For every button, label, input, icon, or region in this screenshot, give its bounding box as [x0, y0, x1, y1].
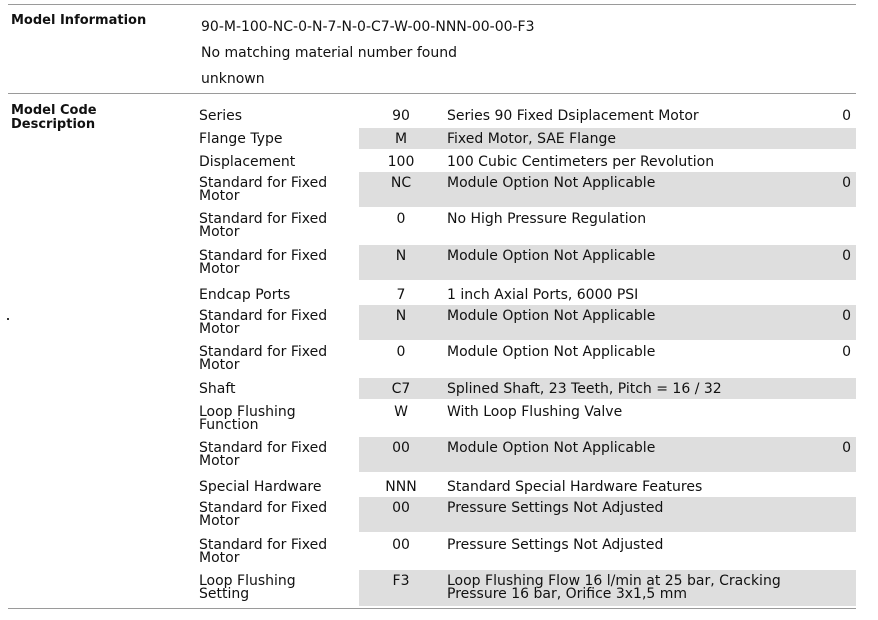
- option-description: Pressure Settings Not Adjusted: [447, 500, 664, 516]
- model-information-label: Model Information: [11, 13, 147, 28]
- bottom-divider: [8, 608, 856, 609]
- option-name: Displacement: [199, 154, 296, 170]
- option-code: 90: [392, 108, 410, 124]
- option-code: 00: [392, 500, 410, 516]
- option-name: Shaft: [199, 381, 236, 397]
- option-value: 0: [842, 344, 851, 360]
- option-description: Pressure Settings Not Adjusted: [447, 537, 664, 553]
- option-name: Standard for Fixed Motor: [199, 175, 328, 204]
- option-description: 1 inch Axial Ports, 6000 PSI: [447, 287, 639, 303]
- option-name: Standard for Fixed Motor: [199, 308, 328, 337]
- option-name: Flange Type: [199, 131, 283, 147]
- option-code: N: [395, 308, 407, 324]
- option-code: M: [394, 131, 408, 147]
- option-description: Module Option Not Applicable: [447, 175, 656, 191]
- option-description: Module Option Not Applicable: [447, 344, 656, 360]
- option-code: 00: [392, 440, 410, 456]
- option-code: C7: [391, 381, 411, 397]
- option-code: 00: [392, 537, 410, 553]
- option-description: With Loop Flushing Valve: [447, 404, 623, 420]
- option-description: Module Option Not Applicable: [447, 308, 656, 324]
- option-code: NNN: [385, 479, 417, 495]
- option-value: 0: [842, 175, 851, 191]
- option-description: Module Option Not Applicable: [447, 248, 656, 264]
- material-number-status: No matching material number found: [201, 45, 457, 61]
- stray-dot: [7, 318, 9, 320]
- option-name: Loop Flushing Function: [199, 404, 296, 433]
- option-code: N: [395, 248, 407, 264]
- option-code: NC: [390, 175, 412, 191]
- option-value: 0: [842, 108, 851, 124]
- option-code: F3: [392, 573, 410, 589]
- option-code: 0: [396, 211, 406, 227]
- option-name: Standard for Fixed Motor: [199, 248, 328, 277]
- option-description: Fixed Motor, SAE Flange: [447, 131, 616, 147]
- option-code: 0: [396, 344, 406, 360]
- option-description: 100 Cubic Centimeters per Revolution: [447, 154, 715, 170]
- option-name: Standard for Fixed Motor: [199, 500, 328, 529]
- option-description: Module Option Not Applicable: [447, 440, 656, 456]
- option-description: No High Pressure Regulation: [447, 211, 647, 227]
- option-name: Special Hardware: [199, 479, 322, 495]
- option-code: W: [394, 404, 408, 420]
- option-code: 7: [396, 287, 406, 303]
- option-name: Standard for Fixed Motor: [199, 211, 328, 240]
- option-name: Standard for Fixed Motor: [199, 344, 328, 373]
- option-value: 0: [842, 308, 851, 324]
- model-code-string: 90-M-100-NC-0-N-7-N-0-C7-W-00-NNN-00-00-F3: [201, 19, 535, 35]
- option-name: Series: [199, 108, 243, 124]
- option-description: Standard Special Hardware Features: [447, 479, 703, 495]
- model-status: unknown: [201, 71, 265, 87]
- option-description: Loop Flushing Flow 16 l/min at 25 bar, Cracking Pressure 16 bar, Orifice 3x1,5 mm: [447, 573, 781, 602]
- model-code-description-label: Model Code Description: [11, 103, 97, 132]
- option-value: 0: [842, 248, 851, 264]
- option-name: Endcap Ports: [199, 287, 291, 303]
- top-divider: [8, 4, 856, 5]
- option-name: Standard for Fixed Motor: [199, 440, 328, 469]
- option-value: 0: [842, 440, 851, 456]
- option-name: Loop Flushing Setting: [199, 573, 296, 602]
- option-code: 100: [387, 154, 415, 170]
- option-description: Series 90 Fixed Dsiplacement Motor: [447, 108, 699, 124]
- option-name: Standard for Fixed Motor: [199, 537, 328, 566]
- option-description: Splined Shaft, 23 Teeth, Pitch = 16 / 32: [447, 381, 722, 397]
- section-divider: [8, 93, 856, 94]
